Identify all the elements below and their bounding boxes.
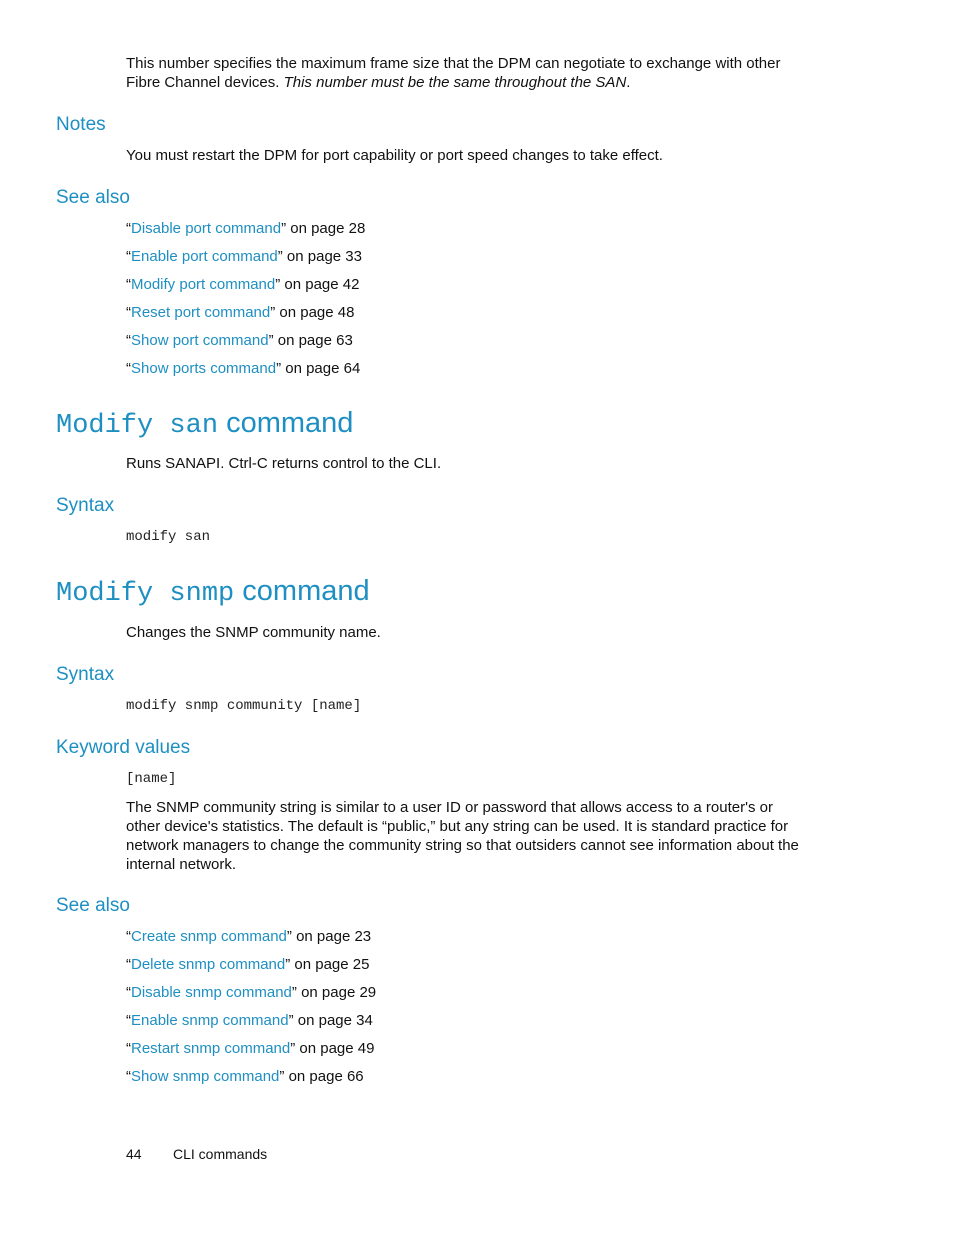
see-also-item — [126, 983, 376, 1002]
cross-reference-link[interactable]: Show ports command — [131, 360, 277, 377]
cross-reference-link[interactable]: Enable port command — [131, 248, 278, 265]
keyword-description-line: network managers to change the community string so that outsiders cannot see information about the — [126, 837, 799, 854]
see-also-heading: See also — [56, 187, 130, 208]
section-title-modify-san — [56, 407, 353, 441]
cross-reference-link[interactable]: Modify port command — [131, 276, 276, 293]
open-quote: “ — [126, 248, 131, 265]
page-reference: ” on page 23 — [286, 928, 372, 945]
page-reference: ” on page 66 — [279, 1068, 364, 1085]
open-quote: “ — [126, 304, 131, 321]
see-also-item — [126, 1011, 373, 1030]
command-name-code: Modify snmp — [56, 579, 235, 609]
command-title-word: command — [242, 575, 370, 607]
cross-reference-link[interactable]: Delete snmp command — [131, 956, 286, 973]
see-also-item — [126, 927, 371, 946]
keyword-description-line: The SNMP community string is similar to a user ID or password that allows access to a router's or — [126, 799, 773, 816]
notes-text: You must restart the DPM for port capability or port speed changes to take effect. — [126, 147, 663, 164]
open-quote: “ — [126, 928, 131, 945]
see-also-item — [126, 219, 365, 238]
page-reference: ” on page 49 — [290, 1040, 375, 1057]
cross-reference-link[interactable]: Create snmp command — [131, 928, 287, 945]
open-quote: “ — [126, 360, 131, 377]
page-reference: ” on page 34 — [288, 1012, 373, 1029]
intro-paragraph — [126, 54, 826, 92]
page-reference: ” on page 64 — [276, 360, 361, 377]
syntax-code: modify san — [126, 529, 211, 545]
keyword-values-heading: Keyword values — [56, 737, 191, 758]
cross-reference-link[interactable]: Enable snmp command — [131, 1012, 289, 1029]
keyword-description-line: other device's statistics. The default is “public,” but any string can be used. It is standard practice for — [126, 818, 789, 835]
intro-emphasis: This number must be the same throughout the SAN — [283, 74, 627, 91]
page-reference: ” on page 29 — [291, 984, 377, 1001]
command-title-word: command — [226, 407, 354, 439]
see-also-item — [126, 1067, 364, 1086]
open-quote: “ — [126, 984, 131, 1001]
cross-reference-link[interactable]: Restart snmp command — [131, 1040, 291, 1057]
see-also-item — [126, 955, 369, 974]
page-reference: ” on page 33 — [277, 248, 362, 265]
page-reference: ” on page 25 — [285, 956, 370, 973]
see-also-heading: See also — [56, 895, 130, 916]
open-quote: “ — [126, 276, 131, 293]
open-quote: “ — [126, 332, 131, 349]
syntax-heading: Syntax — [56, 495, 115, 516]
keyword-code: [name] — [126, 771, 177, 787]
intro-line-2: Fibre Channel devices. This number must be the same throughout the SAN. — [126, 74, 631, 91]
syntax-code: modify snmp community [name] — [126, 698, 362, 714]
page-reference: ” on page 28 — [281, 220, 366, 237]
command-name-code: Modify san — [56, 411, 219, 441]
open-quote: “ — [126, 1068, 131, 1085]
see-also-item — [126, 303, 354, 322]
cross-reference-link[interactable]: Show snmp command — [131, 1068, 280, 1085]
section-title-modify-snmp — [56, 575, 370, 609]
page-reference: ” on page 63 — [268, 332, 353, 349]
open-quote: “ — [126, 956, 131, 973]
cross-reference-link[interactable]: Show port command — [131, 332, 269, 349]
see-also-item — [126, 1039, 374, 1058]
keyword-description-line: internal network. — [126, 856, 237, 873]
footer-section-title: CLI commands — [173, 1146, 268, 1162]
open-quote: “ — [126, 220, 131, 237]
modify-snmp-description: Changes the SNMP community name. — [126, 624, 381, 641]
see-also-item — [126, 359, 360, 378]
open-quote: “ — [126, 1012, 131, 1029]
notes-heading: Notes — [56, 114, 106, 135]
modify-san-description: Runs SANAPI. Ctrl-C returns control to the CLI. — [126, 455, 442, 472]
syntax-heading: Syntax — [56, 664, 115, 685]
open-quote: “ — [126, 1040, 131, 1057]
cross-reference-link[interactable]: Disable port command — [131, 220, 282, 237]
intro-line-1: This number specifies the maximum frame size that the DPM can negotiate to exchange with other — [126, 55, 781, 72]
page-number: 44 — [126, 1146, 142, 1162]
see-also-item — [126, 331, 353, 350]
page-reference: ” on page 42 — [275, 276, 360, 293]
cross-reference-link[interactable]: Reset port command — [131, 304, 271, 321]
page-reference: ” on page 48 — [270, 304, 355, 321]
cross-reference-link[interactable]: Disable snmp command — [131, 984, 292, 1001]
see-also-item — [126, 247, 362, 266]
see-also-item — [126, 275, 359, 294]
keyword-description — [126, 798, 826, 874]
